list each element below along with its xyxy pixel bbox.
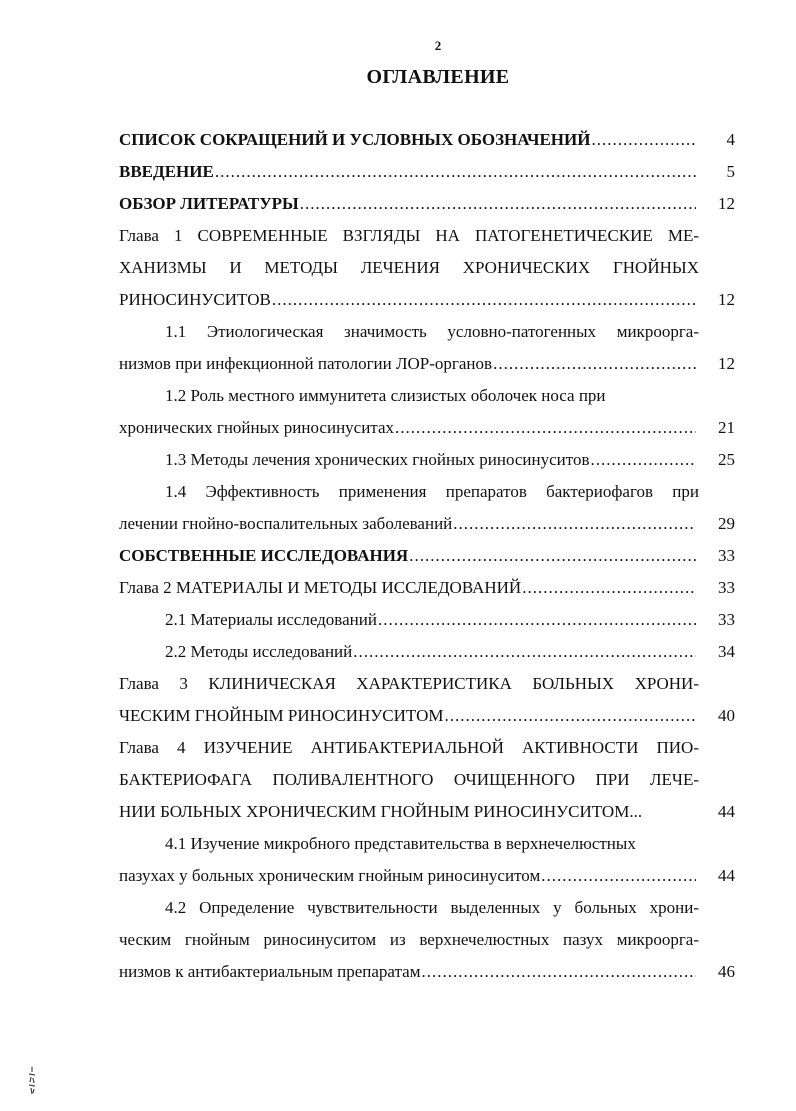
dot-leader xyxy=(272,284,696,316)
toc-entry-title: 1.3 Методы лечения хронических гнойных риносинуситов xyxy=(165,450,590,469)
toc-entry-literature-review[interactable] xyxy=(119,188,735,220)
toc-page-number: 40 xyxy=(718,706,735,725)
toc-entry-section-1-2[interactable] xyxy=(119,380,735,444)
toc-page-number: 12 xyxy=(718,194,735,213)
toc-entry-section-2-2[interactable] xyxy=(119,636,735,668)
toc-entry-title-line: 1.2 Роль местного иммунитета слизистых оболочек носа при xyxy=(165,386,606,405)
toc-page-number: 4 xyxy=(726,130,735,149)
toc-page-number: 21 xyxy=(718,418,735,437)
margin-scribble-icon xyxy=(26,1066,38,1096)
toc-page-number: 44 xyxy=(718,802,735,821)
toc-entry-own-research[interactable] xyxy=(119,540,735,572)
toc-entry-title-line: РИНОСИНУСИТОВ xyxy=(119,290,271,309)
toc-entry-section-1-3[interactable] xyxy=(119,444,735,476)
toc-entry-title: ОБЗОР ЛИТЕРАТУРЫ xyxy=(119,194,299,213)
toc-page-number: 12 xyxy=(718,354,735,373)
dot-leader xyxy=(215,156,696,188)
toc-entry-title: Глава 2 МАТЕРИАЛЫ И МЕТОДЫ ИССЛЕДОВАНИЙ xyxy=(119,578,522,597)
dot-leader xyxy=(421,956,696,988)
toc-entry-title: СОБСТВЕННЫЕ ИССЛЕДОВАНИЯ xyxy=(119,546,409,565)
dot-leader xyxy=(590,444,696,476)
dot-leader xyxy=(409,540,696,572)
toc-page-number: 12 xyxy=(718,290,735,309)
toc-page-number: 5 xyxy=(726,162,735,181)
toc-entry-introduction[interactable] xyxy=(119,156,735,188)
toc-entry-title-line: 4.2 Определение чувствительности выделенных у больных хрони- xyxy=(165,898,699,917)
toc-entry-title-line: ческим гнойным риносинуситом из верхнечелюстных пазух микроорга- xyxy=(119,930,699,949)
toc-page-number: 33 xyxy=(718,578,735,597)
toc-entry-title: 2.2 Методы исследований xyxy=(165,642,353,661)
toc-entry-chapter-3[interactable] xyxy=(119,668,735,732)
dot-leader xyxy=(300,188,696,220)
dot-leader xyxy=(453,508,696,540)
toc-entry-section-4-2[interactable] xyxy=(119,892,735,988)
toc-entry-section-4-1[interactable] xyxy=(119,828,735,892)
toc-entry-title-line: хронических гнойных риносинуситах xyxy=(119,418,394,437)
toc-page-number: 34 xyxy=(718,642,735,661)
dot-leader xyxy=(522,572,696,604)
page-title: ОГЛАВЛЕНИЕ xyxy=(366,66,510,88)
toc-entry-title-line: ЧЕСКИМ ГНОЙНЫМ РИНОСИНУСИТОМ xyxy=(119,706,444,725)
toc-page-number: 44 xyxy=(718,866,735,885)
toc-entry-chapter-1[interactable] xyxy=(119,220,735,316)
table-of-contents xyxy=(119,124,735,988)
dot-leader xyxy=(378,604,696,636)
toc-entry-section-2-1[interactable] xyxy=(119,604,735,636)
toc-entry-title-line: БАКТЕРИОФАГА ПОЛИВАЛЕНТНОГО ОЧИЩЕННОГО ПРИ ЛЕЧЕ- xyxy=(119,770,699,789)
toc-entry-section-1-1[interactable] xyxy=(119,316,735,380)
toc-entry-title-line: низмов при инфекционной патологии ЛОР-органов xyxy=(119,354,493,373)
dot-leader xyxy=(541,860,696,892)
dot-leader xyxy=(493,348,696,380)
toc-entry-title-line: Глава 3 КЛИНИЧЕСКАЯ ХАРАКТЕРИСТИКА БОЛЬНЫХ ХРОНИ- xyxy=(119,674,699,693)
toc-entry-title-line: 1.1 Этиологическая значимость условно-патогенных микрооргa- xyxy=(165,322,699,341)
toc-entry-title-line: лечении гнойно-воспалительных заболеваний xyxy=(119,514,453,533)
toc-entry-abbreviations[interactable] xyxy=(119,124,735,156)
toc-entry-section-1-4[interactable] xyxy=(119,476,735,540)
toc-entry-title-line: ХАНИЗМЫ И МЕТОДЫ ЛЕЧЕНИЯ ХРОНИЧЕСКИХ ГНОЙНЫХ xyxy=(119,258,699,277)
toc-entry-title-line: 1.4 Эффективность применения препаратов бактериофагов при xyxy=(165,482,699,501)
toc-page-number: 46 xyxy=(718,962,735,981)
toc-entry-title-line: НИИ БОЛЬНЫХ ХРОНИЧЕСКИМ ГНОЙНЫМ РИНОСИНУСИТОМ... xyxy=(119,802,643,821)
page-number: 2 xyxy=(434,38,442,53)
toc-entry-title-line: Глава 1 СОВРЕМЕННЫЕ ВЗГЛЯДЫ НА ПАТОГЕНЕТИЧЕСКИЕ МЕ- xyxy=(119,226,699,245)
toc-entry-title-line: низмов к антибактериальным препаратам xyxy=(119,962,421,981)
dot-leader xyxy=(444,700,696,732)
toc-page-number: 33 xyxy=(718,610,735,629)
dot-leader xyxy=(395,412,696,444)
toc-page-number: 25 xyxy=(718,450,735,469)
dot-leader xyxy=(353,636,696,668)
toc-entry-title: СПИСОК СОКРАЩЕНИЙ И УСЛОВНЫХ ОБОЗНАЧЕНИЙ xyxy=(119,130,591,149)
dot-leader xyxy=(591,124,696,156)
toc-entry-chapter-4[interactable] xyxy=(119,732,735,828)
toc-page-number: 33 xyxy=(718,546,735,565)
toc-entry-title-line: 4.1 Изучение микробного представительства в верхнечелюстных xyxy=(165,834,636,853)
toc-page-number: 29 xyxy=(718,514,735,533)
toc-entry-chapter-2[interactable] xyxy=(119,572,735,604)
toc-entry-title-line: Глава 4 ИЗУЧЕНИЕ АНТИБАКТЕРИАЛЬНОЙ АКТИВНОСТИ ПИО- xyxy=(119,738,699,757)
toc-entry-title: 2.1 Материалы исследований xyxy=(165,610,377,629)
toc-entry-title: ВВЕДЕНИЕ xyxy=(119,162,214,181)
toc-entry-title-line: пазухах у больных хроническим гнойным риносинуситом xyxy=(119,866,541,885)
